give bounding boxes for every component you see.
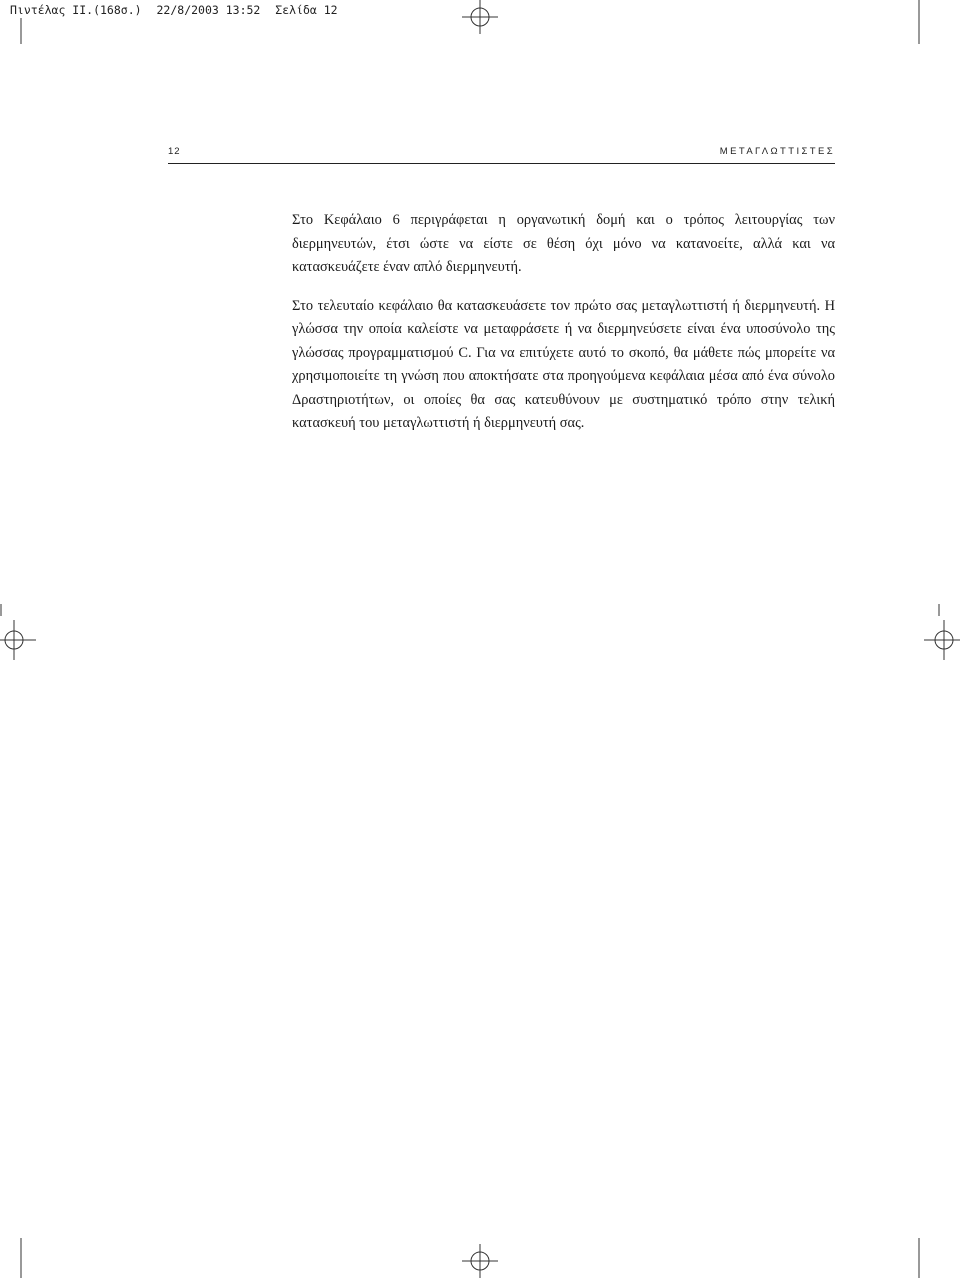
crop-mark-left-upper (0, 604, 2, 616)
slug-title: Πιντέλας II.(168σ.) (10, 3, 142, 17)
running-header (168, 146, 835, 164)
crosshair-registration-icon (924, 620, 960, 660)
crop-mark-bottom-right (918, 1238, 920, 1278)
slug-datetime: 22/8/2003 13:52 (156, 3, 261, 17)
slug-page: Σελίδα 12 (275, 3, 338, 17)
paragraph-1: Στο Κεφάλαιο 6 περιγράφεται η οργανωτική δομή και ο τρόπος λειτουργίας των διερμηνευτών, έτσι ώστε να είστε σε θέση όχι μόνο να κατανοείτε, αλλά και να κατασκευάζετε έναν απλό διερμηνευτή. (292, 212, 835, 275)
crosshair-registration-icon (462, 0, 498, 34)
registration-mark-top (462, 0, 498, 34)
crosshair-registration-icon (462, 1244, 498, 1278)
running-title: ΜΕΤΑΓΛΩΤΤΙΣΤΕΣ (719, 146, 835, 157)
crop-mark-top-right (918, 0, 920, 44)
body-text (292, 209, 835, 451)
registration-mark-left (0, 620, 36, 660)
crop-mark-bottom-left (20, 1238, 22, 1278)
print-slug (10, 3, 346, 17)
crop-mark-right-upper (938, 604, 940, 616)
page-number: 12 (168, 146, 181, 157)
paragraph-2: Στο τελευταίο κεφάλαιο θα κατασκευάσετε τον πρώτο σας μεταγλωττιστή ή διερμηνευτή. Η γλώσσα την οποία καλείστε να μεταφράσετε ή να διερμηνεύσετε είναι ένα υποσύνολο της γλώσσας προγραμματισμού C. Για να επιτύχετε αυτό το σκοπό, θα μάθετε πώς μπορείτε να χρησιμοποιείτε τη γνώση που αποκτήσατε στα προηγούμενα κεφάλαια μέσα από ένα σύνολο Δραστηριοτήτων, οι οποίες θα σας κατευθύνουν με συστηματικό τρόπο στην τελική κατασκευή του μεταγλωττιστή ή διερμηνευτή σας. (292, 297, 835, 431)
crop-mark-top-left (20, 18, 22, 44)
registration-mark-bottom (462, 1244, 498, 1278)
crosshair-registration-icon (0, 620, 36, 660)
registration-mark-right (924, 620, 960, 660)
